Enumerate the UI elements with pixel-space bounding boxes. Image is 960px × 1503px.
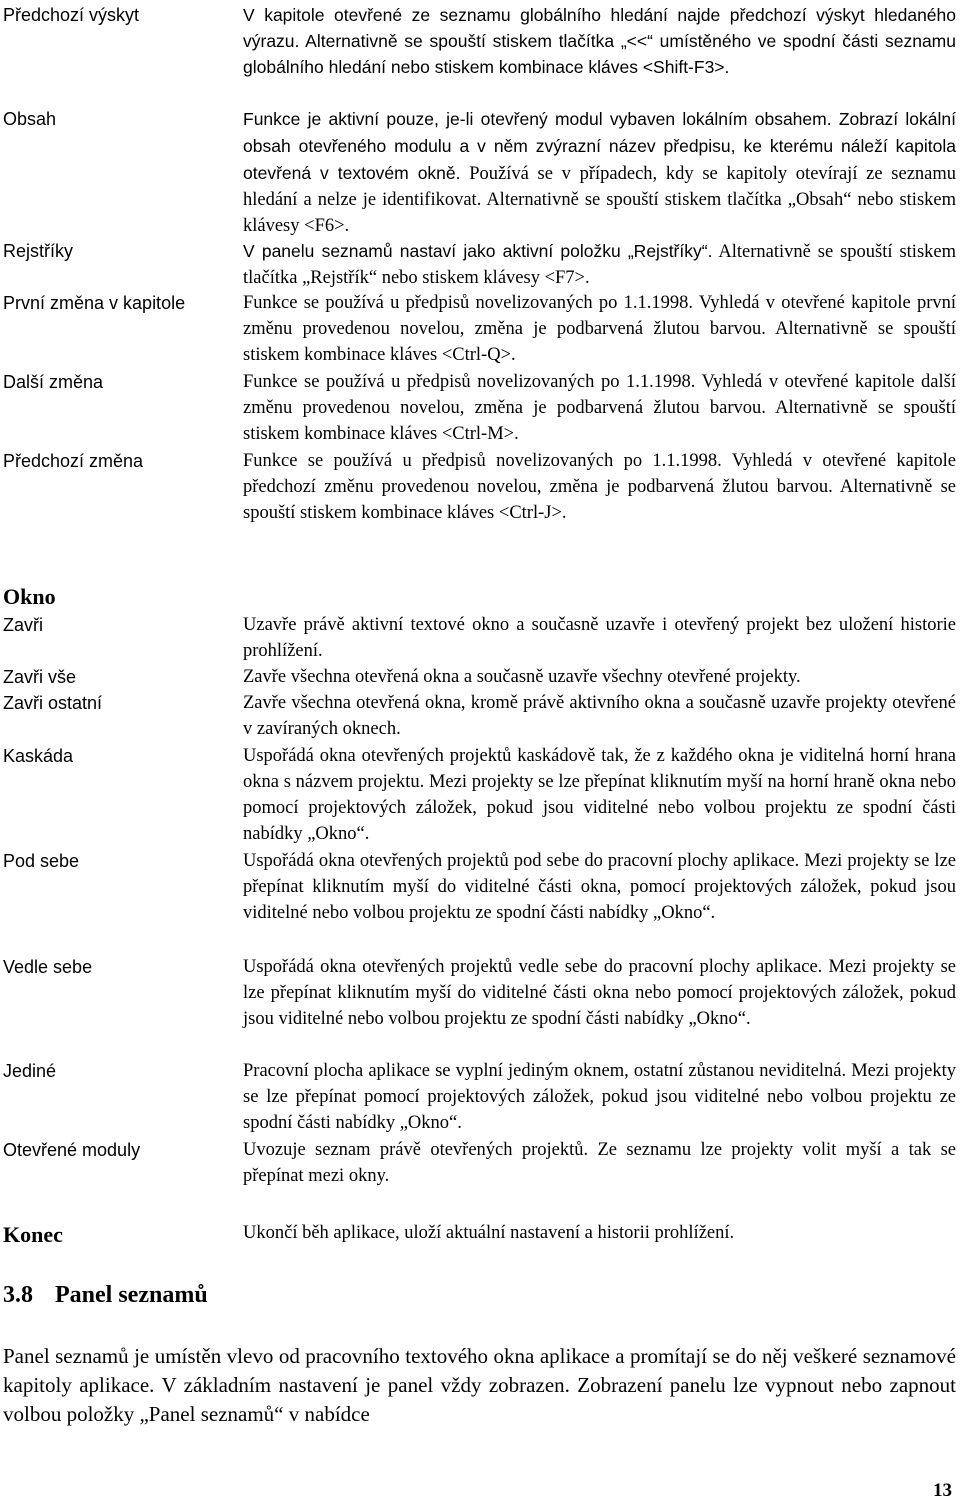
term-label: Vedle sebe xyxy=(3,957,93,977)
term-label: Zavři xyxy=(3,615,43,635)
description-part: Používá se v případech, kdy se kapitoly otevírají ze seznamu hledání a nelze je identifikovat. Alternativně se spouští stiskem tlačítka „Obsah“ nebo stiskem klávesy <F6>. xyxy=(243,164,957,236)
term-label: Předchozí výskyt xyxy=(3,5,140,25)
term-description: Pracovní plocha aplikace se vyplní jediným oknem, ostatní zůstanou neviditelná. Mezi projekty se lze přepínat pomocí projektových záložek, pokud jsou viditelné nebo volbou projektu ze spodní části nabídky „Okno“. xyxy=(243,1061,956,1133)
term-label: Zavři vše xyxy=(3,667,77,687)
term-description: Uvozuje seznam právě otevřených projektů. Ze seznamu lze projekty volit myší a tak se přepínat mezi okny. xyxy=(243,1140,956,1186)
term-label: Rejstříky xyxy=(3,241,74,261)
section-heading xyxy=(3,1282,208,1309)
term-description: V kapitole otevřené ze seznamu globálního hledání najde předchozí výskyt hledaného výrazu. Alternativně se spouští stiskem tlačítka „<<“ umístěného ve spodní části seznamu globálního hledání nebo stiskem kombinace kláves <Shift-F3>. xyxy=(243,5,956,77)
page-number: 13 xyxy=(933,1480,952,1501)
term-label: Obsah xyxy=(3,109,57,129)
term-description: Ukončí běh aplikace, uloží aktuální nastavení a historii prohlížení. xyxy=(243,1223,735,1243)
term-description: Funkce se používá u předpisů novelizovaných po 1.1.1998. Vyhledá v otevřené kapitole další změnu provedenou novelou, změna je podbarvená žlutou barvou. Alternativně se spouští stiskem kombinace kláves <Ctrl-M>. xyxy=(243,372,956,444)
term-label: Pod sebe xyxy=(3,851,80,871)
term-description xyxy=(243,106,956,239)
term-label: Další změna xyxy=(3,372,104,392)
term-description: Uspořádá okna otevřených projektů vedle sebe do pracovní plochy aplikace. Mezi projekty se lze přepínat kliknutím myší do viditelné části okna nebo pomocí projektových záložek, pokud jsou viditelné nebo volbou projektu ze spodní části nabídky „Okno“. xyxy=(243,957,956,1029)
term-description: Funkce se používá u předpisů novelizovaných po 1.1.1998. Vyhledá v otevřené kapitole předchozí změnu provedenou novelou, změna je podbarvená žlutou barvou. Alternativně se spouští stiskem kombinace kláves <Ctrl-J>. xyxy=(243,451,956,523)
term-description xyxy=(243,238,956,291)
term-description: Zavře všechna otevřená okna, kromě právě aktivního okna a současně uzavře projekty otevřené v zavíraných oknech. xyxy=(243,693,956,739)
okno-heading: Okno xyxy=(3,584,56,609)
term-label: Předchozí změna xyxy=(3,451,144,471)
konec-heading: Konec xyxy=(3,1222,63,1247)
description-part: Alternativně se spouští stiskem tlačítka „Rejstřík“ nebo stiskem klávesy <F7>. xyxy=(243,242,956,288)
term-description: Uzavře právě aktivní textové okno a současně uzavře i otevřený projekt bez uložení historie prohlížení. xyxy=(243,615,956,661)
section-title-text: Panel seznamů xyxy=(55,1282,208,1308)
term-description: Uspořádá okna otevřených projektů pod sebe do pracovní plochy aplikace. Mezi projekty se lze přepínat kliknutím myší do viditelné části okna, pomocí projektových záložek, pokud jsou viditelné nebo volbou projektu ze spodní části nabídky „Okno“. xyxy=(243,851,956,923)
body-paragraph: Panel seznamů je umístěn vlevo od pracovního textového okna aplikace a promítají se do něj veškeré seznamové kapitoly aplikace. V základním nastavení je panel vždy zobrazen. Zobrazení panelu lze vypnout nebo zapnout volbou položky „Panel seznamů“ v nabídce xyxy=(3,1344,956,1426)
description-part: Funkce je aktivní pouze, je-li otevřený modul vybaven lokálním obsahem. Zobrazí lokální obsah otevřeného modulu a v něm zvýrazní název předpisu, ke kterému náleží kapitola otevřená v textovém okně. xyxy=(243,109,956,183)
term-label: Kaskáda xyxy=(3,746,74,766)
description-part: V panelu seznamů nastaví jako aktivní položku „Rejstříky“. xyxy=(243,241,713,261)
term-description: Funkce se používá u předpisů novelizovaných po 1.1.1998. Vyhledá v otevřené kapitole první změnu provedenou novelou, změna je podbarvená žlutou barvou. Alternativně se spouští stiskem kombinace kláves <Ctrl-Q>. xyxy=(243,293,956,365)
term-description: Uspořádá okna otevřených projektů kaskádově tak, že z každého okna je viditelná horní hrana okna s názvem projektu. Mezi projekty se lze přepínat kliknutím myší na horní hraně okna nebo pomocí projektových záložek, pokud jsou viditelné nebo volbou projektu ze spodní části nabídky „Okno“. xyxy=(243,746,956,844)
term-description: Zavře všechna otevřená okna a současně uzavře všechny otevřené projekty. xyxy=(243,667,801,687)
term-label: Jediné xyxy=(3,1061,57,1081)
term-label: První změna v kapitole xyxy=(3,293,186,313)
term-label: Zavři ostatní xyxy=(3,693,103,713)
section-number: 3.8 xyxy=(3,1282,33,1308)
term-label: Otevřené moduly xyxy=(3,1140,141,1160)
